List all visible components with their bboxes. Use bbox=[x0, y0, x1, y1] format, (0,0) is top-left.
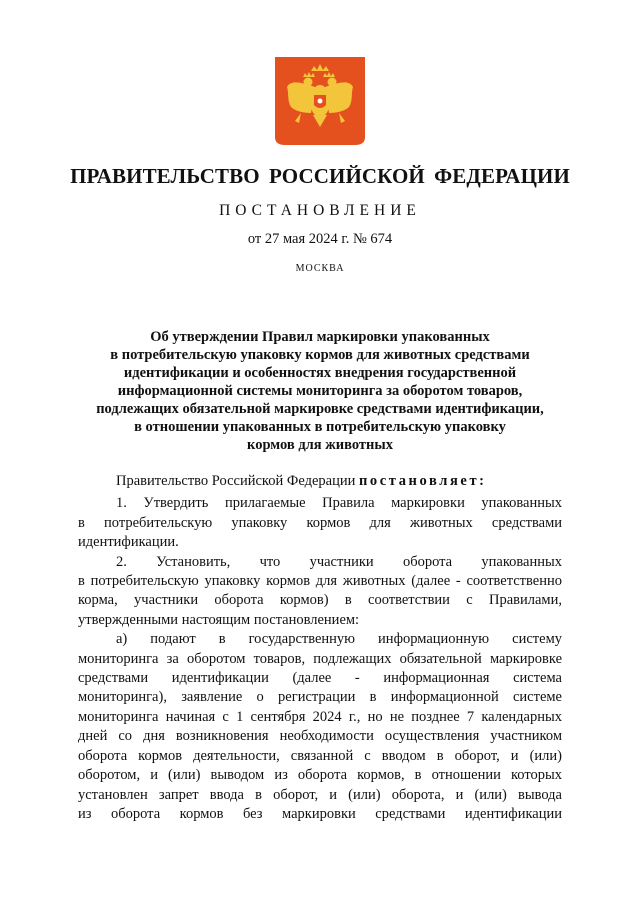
item-1-line: идентификации. bbox=[78, 534, 179, 551]
item-a-line: из оборота кормов без маркировки средствами идентификации bbox=[78, 805, 562, 822]
item-2 bbox=[78, 553, 562, 631]
item-1-line: в потребительскую упаковку кормов для животных средствами bbox=[78, 514, 562, 531]
document-type: ПОСТАНОВЛЕНИЕ bbox=[219, 202, 421, 219]
title-line: информационной системы мониторинга за оборотом товаров, bbox=[117, 383, 523, 399]
item-a-line: дней со дня возникновения необходимости осуществления участником bbox=[78, 728, 562, 745]
item-a bbox=[78, 630, 562, 824]
item-2-line: корма, участники оборота кормов) в соответствии с Правилами, bbox=[78, 592, 562, 609]
title-line: кормов для животных bbox=[247, 437, 393, 453]
resolution-title bbox=[70, 328, 570, 454]
item-2-line: в потребительскую упаковку кормов для животных (далее - соответственно bbox=[78, 573, 562, 590]
title-line: Об утверждении Правил маркировки упакованных bbox=[150, 329, 490, 345]
preamble-text: Правительство Российской Федерации bbox=[116, 473, 359, 489]
item-2-line: утвержденными настоящим постановлением: bbox=[78, 611, 360, 628]
item-a-line: мониторинга), заявление о регистрации в информационной системе bbox=[78, 689, 562, 706]
item-a-line: мониторинга начиная с 1 сентября 2024 г., но не позднее 7 календарных bbox=[78, 708, 562, 725]
item-a-line: мониторинга за оборотом товаров, подлежащих обязательной маркировке bbox=[78, 650, 562, 667]
item-1 bbox=[78, 494, 562, 552]
item-a-line: а) подают в государственную информационную систему bbox=[116, 631, 562, 648]
document-date-number: от 27 мая 2024 г. № 674 bbox=[247, 231, 393, 247]
government-title: ПРАВИТЕЛЬСТВО РОССИЙСКОЙ ФЕДЕРАЦИИ bbox=[70, 164, 570, 188]
title-line: в потребительскую упаковку кормов для животных средствами bbox=[110, 347, 530, 363]
title-line: в отношении упакованных в потребительскую упаковку bbox=[134, 419, 506, 435]
item-a-line: оборотом, и (или) выводом из оборота кормов, в отношении которых bbox=[78, 767, 562, 784]
title-line: идентификации и особенностях внедрения государственной bbox=[123, 365, 517, 381]
item-a-line: установлен запрет ввода в оборот, и (или) оборота, и (или) вывода bbox=[78, 786, 562, 803]
document-city: МОСКВА bbox=[295, 263, 345, 274]
preamble bbox=[78, 472, 562, 491]
item-1-line: 1. Утвердить прилагаемые Правила маркировки упакованных bbox=[116, 495, 562, 512]
item-a-line: оборота кормов деятельности, связанной с вводом в оборот, и (или) bbox=[78, 747, 562, 764]
preamble-decree-word: постановляет: bbox=[358, 473, 487, 489]
coat-of-arms-emblem bbox=[275, 57, 365, 145]
item-2-line: 2. Установить, что участники оборота упакованных bbox=[116, 553, 562, 570]
document-body bbox=[78, 472, 562, 824]
title-line: подлежащих обязательной маркировке средствами идентификации, bbox=[96, 401, 544, 417]
item-a-line: средствами идентификации (далее - информационная система bbox=[78, 670, 562, 687]
